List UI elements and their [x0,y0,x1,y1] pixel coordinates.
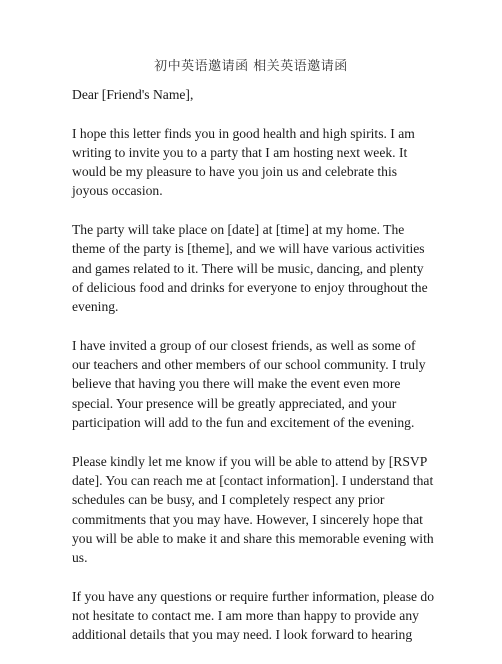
paragraph-questions: If you have any questions or require further information, please do not hesitate to contact me. I am more than happy to provide any additional details that you may need. I look forward to hearing [72,588,435,643]
paragraph-invitation: I hope this letter finds you in good health and high spirits. I am writing to invite you to a party that I am hosting next week. It would be my pleasure to have you join us and celebrate this joyous occasion. [72,125,415,199]
letter-body [72,85,434,664]
paragraph-rsvp: Please kindly let me know if you will be able to attend by [RSVP date]. You can reach me at [contact information]. I understand that schedules can be busy, and I completely respect any prior commitments that you may have. However, I sincerely hope that you will be able to make it and share this memorable evening with us. [72,453,434,566]
paragraph-party-details: The party will take place on [date] at [time] at my home. The theme of the party is [theme], and we will have various activities and games related to it. There will be music, dancing, and plenty of delicious food and drinks for everyone to enjoy throughout the evening. [72,222,428,315]
paragraph-guests: I have invited a group of our closest friends, as well as some of our teachers and other members of our school community. I truly believe that having you there will make the event even more special. Your presence will be greatly appreciated, and your participation will add to the fun and excitement of the evening. [72,337,426,431]
document-title: 初中英语邀请函 相关英语邀请函 [154,59,348,74]
letter-greeting: Dear [Friend's Name], [72,87,194,102]
